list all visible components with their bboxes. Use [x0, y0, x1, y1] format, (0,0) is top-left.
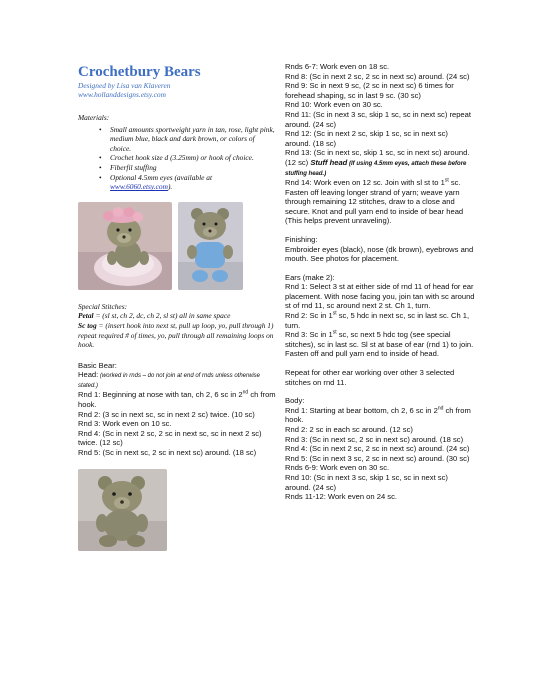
head-rnd-1-sup: nd — [242, 389, 249, 396]
rnd14-sup: st — [444, 177, 449, 184]
website-line: www.hollanddesigns.etsy.com — [78, 90, 166, 99]
head-label: Head: — [78, 370, 99, 380]
basic-bear-heading: Basic Bear: — [78, 360, 117, 370]
sctog-definition — [78, 321, 276, 350]
head-rnd-line: Rnd 4: (Sc in next 2 sc, 2 sc in next sc, sc in next 2 sc) twice. (12 sc) — [78, 428, 262, 448]
body-rnd-line: Rnd 10: (Sc in next 3 sc, skip 1 sc, sc in next sc) around. (24 sc) — [285, 472, 448, 492]
materials-eyes-text: Optional 4.5mm eyes (available at — [110, 172, 213, 182]
ears-rnd-3 — [285, 330, 475, 359]
sctog-def: = (insert hook into next st, pull up loop, yo, pull through 1) repeat required # of times, yo, pull through all remaining loops on hook. — [78, 320, 274, 350]
stuff-head-label: Stuff head — [310, 157, 348, 167]
head-rnd-line: Rnd 2: (3 sc in next sc, sc in next 2 sc) twice. (10 sc) — [78, 409, 255, 419]
ears-rnd-3-text: Rnd 3: Sc in 1 — [285, 330, 333, 340]
materials-heading: Materials: — [78, 113, 110, 122]
body-rnd-line: Rnds 11-12: Work even on 24 sc. — [285, 492, 397, 502]
materials-item: • Crochet hook size d (3.25mm) or hook of choice. — [110, 153, 276, 163]
head-rnd-13 — [285, 148, 475, 178]
ears-rnd-1: Rnd 1: Select 3 st at either side of rnd 11 of head for ear placement. With nose facing you, join tan with sc around st of rnd 11, sc around next 2 st. Ch 1, turn. — [285, 282, 475, 311]
head-rnd-1 — [78, 390, 276, 409]
materials-item: • Fiberfil stuffing — [110, 163, 276, 173]
ears-rnd-2-text: Rnd 2: Sc in 1 — [285, 311, 333, 321]
photo-bear-blue-overalls — [178, 202, 243, 290]
head-rnd-line: Rnd 9: Sc in next 9 sc, (2 sc in next sc) 6 times for forehead shaping, sc in last 9 sc. (30 sc) — [285, 81, 454, 100]
head-rnd-line: Rnd 3: Work even on 10 sc. — [78, 419, 172, 429]
designer-line: Designed by Lisa van Klaveren — [78, 81, 171, 90]
petal-definition — [78, 311, 276, 321]
supplier-link[interactable]: www.6060.etsy.com — [110, 182, 168, 192]
body-rnd-line: Rnd 3: (Sc in next sc, 2 sc in next sc) around. (18 sc) — [285, 434, 464, 444]
body-rnd-1-sup: nd — [437, 405, 444, 412]
ears-rnd-2-end: sc, 5 hdc in next sc, sc in last sc. Ch 1, turn. — [285, 311, 470, 330]
body-rnd-1-end: ch from hook. — [285, 405, 471, 425]
ears-rnd-3-sup: st — [332, 329, 337, 336]
head-label-line — [78, 370, 276, 390]
ears-heading: Ears (make 2): — [285, 272, 335, 282]
photo-bear-flower-hat — [78, 202, 172, 290]
petal-term: Petal — [78, 311, 94, 321]
left-column — [78, 64, 276, 551]
ears-repeat: Repeat for other ear working over other 3 selected stitches on rnd 11. — [285, 368, 455, 387]
ears-rnd-3-end: sc, sc next 5 hdc tog (see special stitches), sc in last sc. Sl st at base of ear (rnd 1) to join. Fasten off and pull yarn end to inside of head. — [285, 330, 474, 359]
finishing-heading: Finishing: — [285, 234, 318, 244]
special-stitches-heading: Special Stitches: — [78, 301, 128, 311]
head-rnd-line: Rnd 8: (Sc in next 2 sc, 2 sc in next sc) around. (24 sc) — [285, 71, 470, 81]
head-rnd-line: Rnd 11: (Sc in next 3 sc, skip 1 sc, sc in next sc) repeat around. (24 sc) — [285, 109, 471, 129]
body-heading: Body: — [285, 396, 305, 406]
materials-item: • Small amounts sportweight yarn in tan, rose, light pink, medium blue, black and dark brown, or colors of choice. — [110, 125, 276, 154]
body-rnd-1-text: Rnd 1: Starting at bear bottom, ch 2, 6 sc in 2 — [285, 405, 438, 415]
rnd14-text: Rnd 14: Work even on 12 sc. Join with sl st to 1 — [285, 177, 445, 187]
pattern-title: Crochetbury Bears — [78, 64, 201, 80]
body-rnd-line: Rnd 4: (Sc in next 2 sc, 2 sc in next sc) around. (24 sc) — [285, 444, 470, 454]
materials-list — [78, 125, 276, 192]
body-rnd-line: Rnd 2: 2 sc in each sc around. (12 sc) — [285, 425, 413, 434]
head-rnd-14 — [285, 178, 475, 226]
right-column — [285, 62, 475, 502]
body-rnd-line: Rnds 6-9: Work even on 30 sc. — [285, 463, 390, 473]
ears-rnd-2 — [285, 311, 475, 330]
head-rnd-line: Rnd 10: Work even on 30 sc. — [285, 100, 383, 110]
materials-item — [110, 173, 276, 192]
sctog-term: Sc tog — [78, 320, 97, 330]
body-rnd-1 — [285, 406, 475, 425]
ears-rnd-2-sup: st — [332, 310, 337, 317]
head-rnd-line: Rnd 12: (Sc in next 2 sc, skip 1 sc, sc in next sc) around. (18 sc) — [285, 129, 448, 148]
materials-eyes-end: ). — [167, 182, 173, 192]
petal-def: = (sl st, ch 2, dc, ch 2, sl st) all in same space — [93, 311, 231, 321]
head-rnd-1-text: Rnd 1: Beginning at nose with tan, ch 2, 6 sc in 2 — [78, 390, 243, 400]
head-note: (worked in rnds – do not join at end of rnds unless otherwise stated.) — [78, 373, 261, 390]
body-rnd-line: Rnd 5: (Sc in next 3 sc, 2 sc in next sc) around. (30 sc) — [285, 453, 470, 463]
finishing-text: Embroider eyes (black), nose (dk brown), eyebrows and mouth. See photos for placement. — [285, 244, 474, 264]
photo-bear-sitting — [78, 469, 167, 551]
eyes-note: (If using 4.5mm eyes, attach these before stuffing head.) — [285, 160, 467, 177]
head-rnd-line: Rnds 6-7: Work even on 18 sc. — [285, 62, 390, 71]
rnd13-text: Rnd 13: (Sc in next sc, skip 1 sc, sc in next sc) around. (12 sc) — [285, 148, 470, 167]
rnd14-end: sc. Fasten off leaving longer strand of yarn; weave yarn through remaining 12 stitches, draw to a close and secure. Knot and pull yarn end to inside of bear head (This helps prevent unraveling). — [285, 177, 464, 226]
bear-photos — [78, 202, 276, 294]
head-rnd-1-end: ch from hook. — [78, 390, 276, 409]
head-rnd-line: Rnd 5: (Sc in next sc, 2 sc in next sc) around. (18 sc) — [78, 447, 257, 457]
